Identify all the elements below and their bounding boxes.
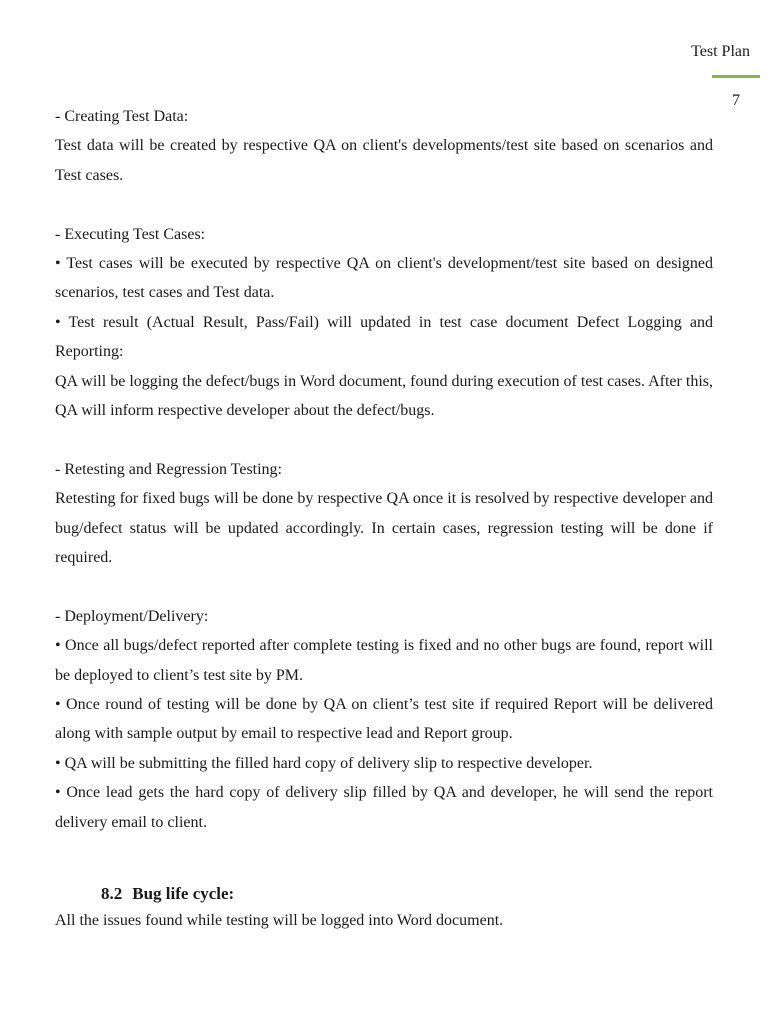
paragraph-gap [55, 572, 713, 601]
section-text: All the issues found while testing will be logged into Word document. [55, 912, 504, 929]
block-heading: - Deployment/Delivery: [55, 607, 209, 625]
block-heading: - Executing Test Cases: [55, 225, 206, 243]
block-paragraph: QA will be logging the defect/bugs in Word document, found during execution of test cases. After this, QA will inform respective developer about the defect/bugs. [55, 372, 713, 420]
block-paragraph: Retesting for fixed bugs will be done by respective QA once it is resolved by respective developer and bug/defect status will be updated accordingly. In certain cases, regression testing will be done if required. [55, 490, 713, 567]
paragraph-gap [55, 425, 713, 454]
block-paragraph: • Test cases will be executed by respective QA on client's development/test site based on designed scenarios, test cases and Test data. [55, 255, 713, 302]
header-title: Test Plan [691, 43, 750, 60]
paragraph-gap [55, 190, 713, 219]
block-heading: - Creating Test Data: [55, 108, 189, 125]
section-title: Bug life cycle: [132, 884, 235, 903]
block-paragraph: • Test result (Actual Result, Pass/Fail) will updated in test case document Defect Logging and Reporting: [55, 313, 713, 361]
block-paragraph: • Once all bugs/defect reported after complete testing is fixed and no other bugs are found, report will be deployed to client’s test site by PM. [55, 637, 713, 684]
page-number: 7 [732, 92, 740, 109]
block-heading: - Retesting and Regression Testing: [55, 460, 282, 478]
document-body [55, 102, 713, 837]
block-paragraph: • Once round of testing will be done by QA on client’s test site if required Report will be delivered along with sample output by email to respective lead and Report group. [55, 696, 713, 743]
header-accent-rule [712, 75, 760, 78]
section-heading [101, 884, 234, 904]
block-paragraph: Test data will be created by respective QA on client's developments/test site based on scenarios and Test cases. [55, 137, 713, 184]
block-paragraph: • Once lead gets the hard copy of delivery slip filled by QA and developer, he will send the report delivery email to client. [55, 784, 713, 831]
block-paragraph: • QA will be submitting the filled hard copy of delivery slip to respective developer. [55, 754, 593, 772]
section-number: 8.2 [101, 884, 123, 903]
